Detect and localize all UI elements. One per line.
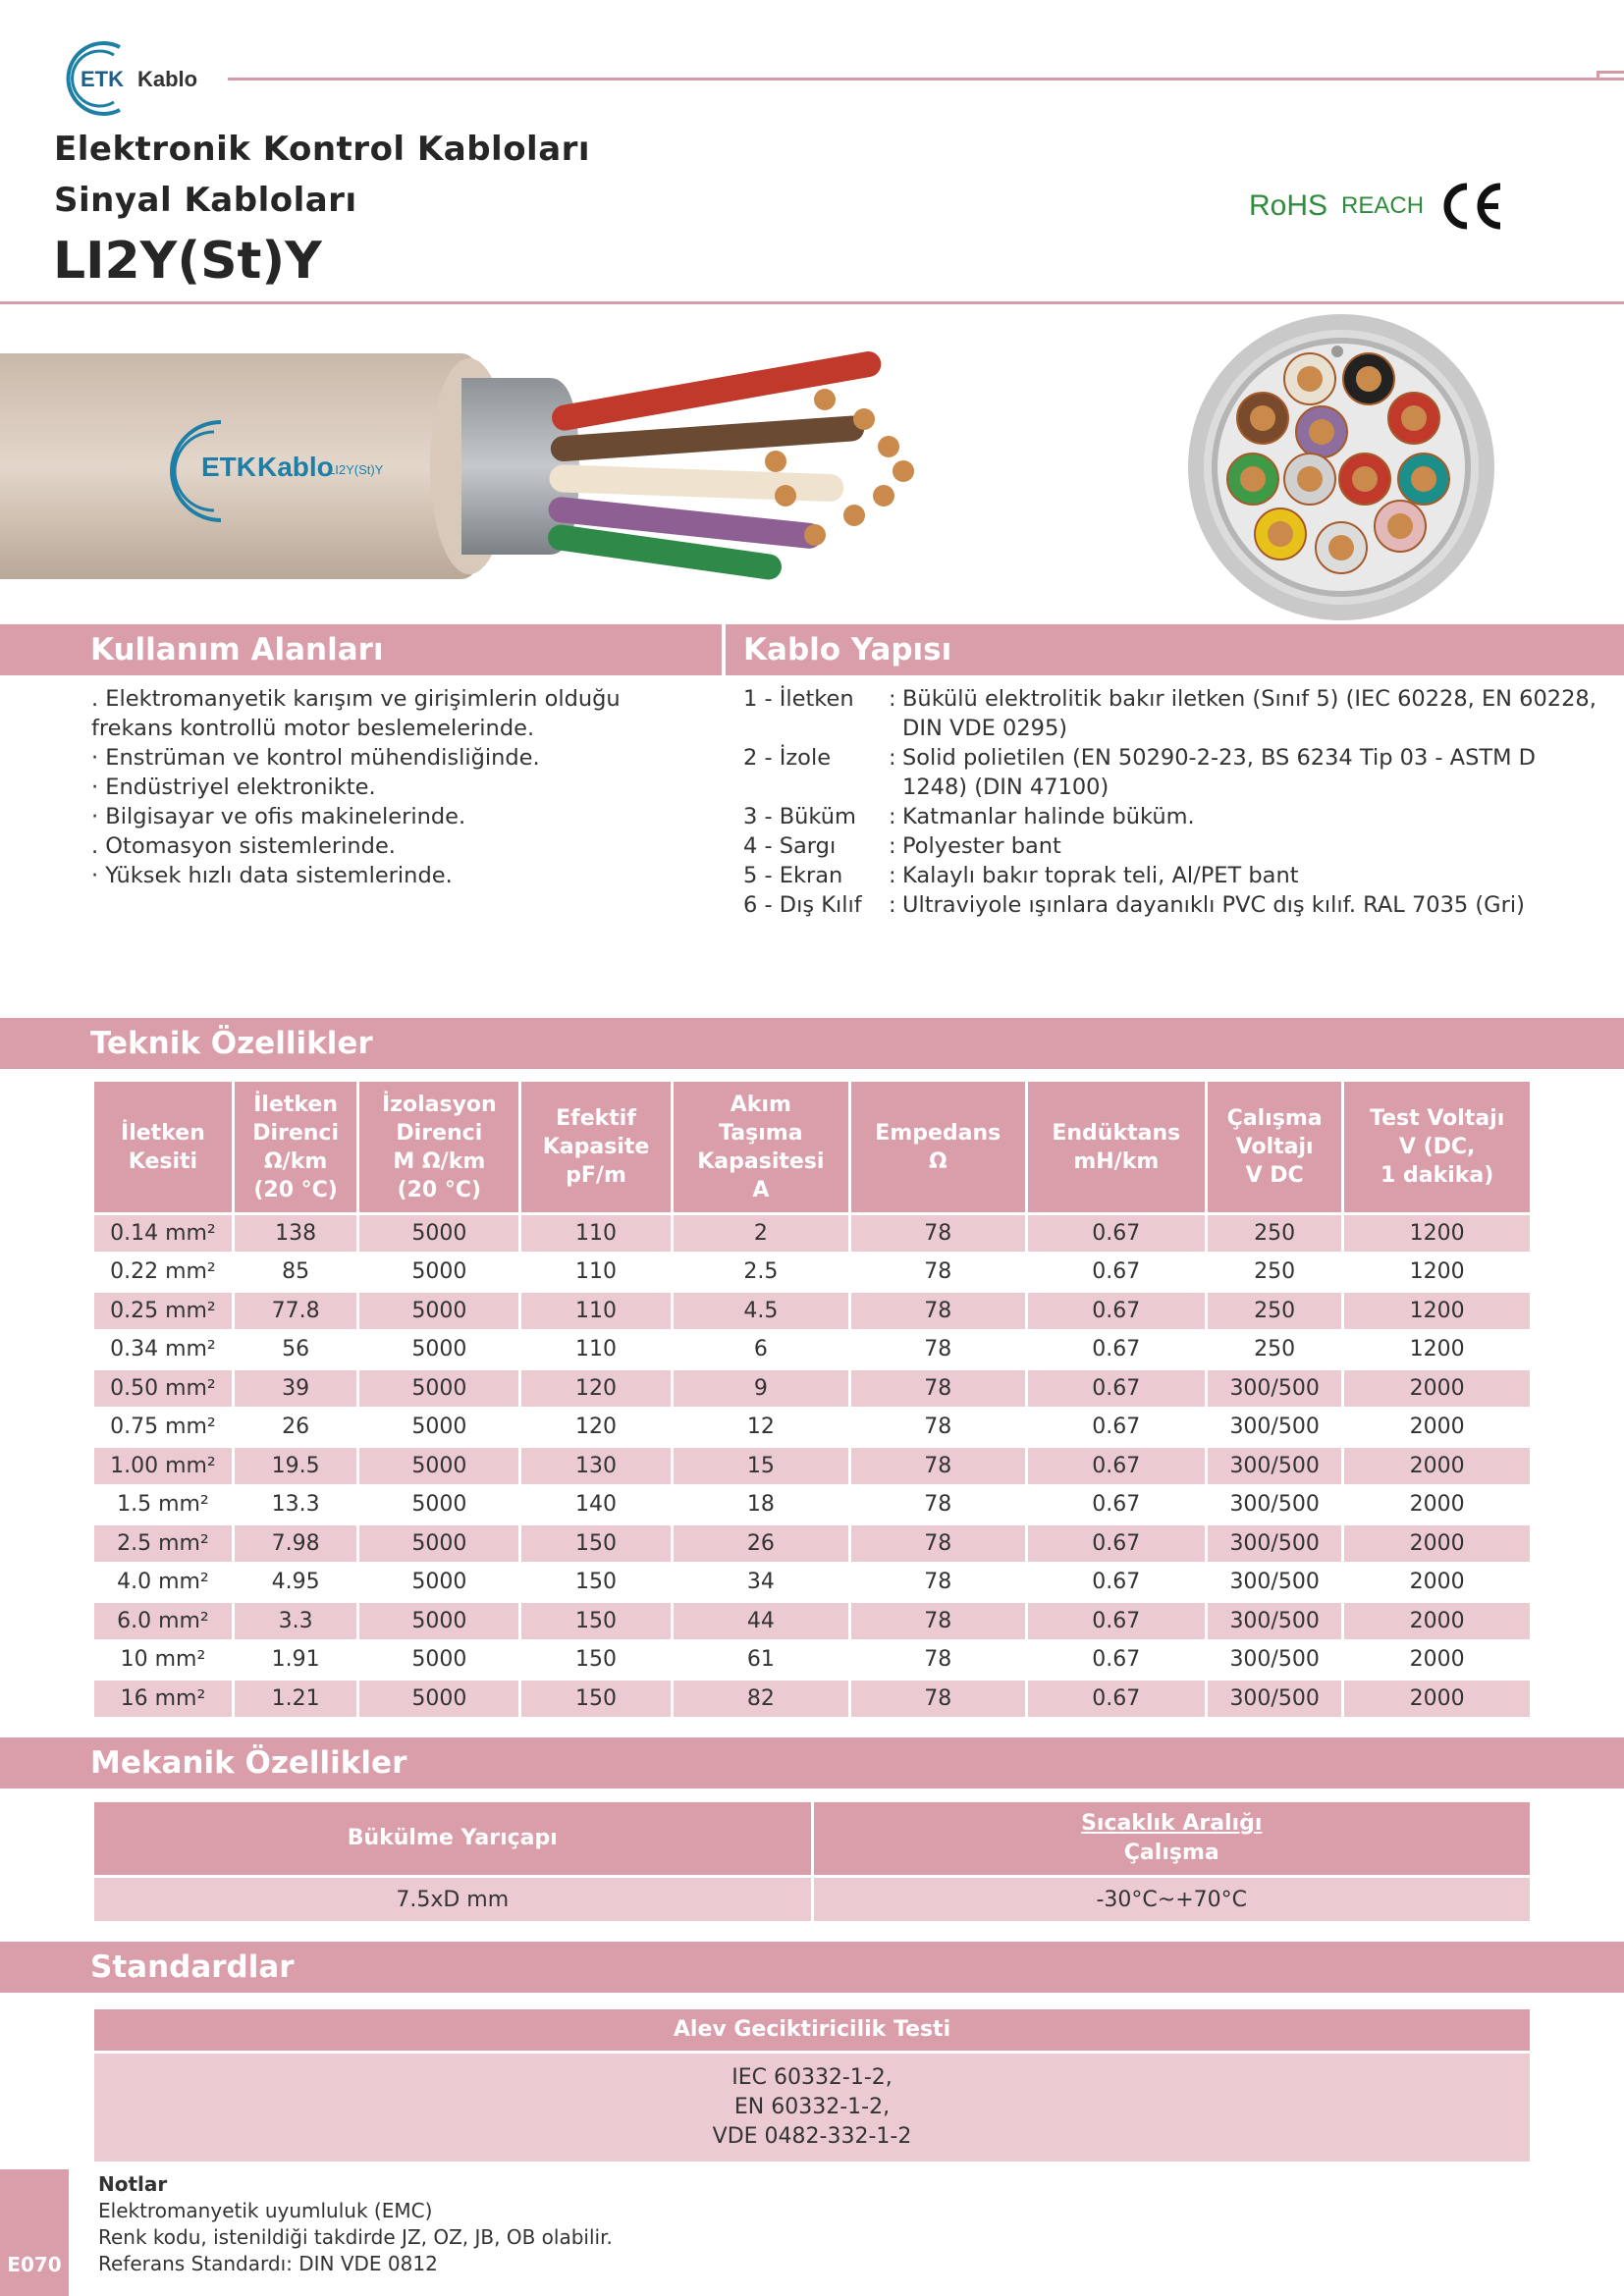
table-cell: 5000 (359, 1448, 518, 1484)
table-cell: 1.5 mm² (94, 1487, 232, 1523)
header-line: Endüktans (1052, 1120, 1181, 1146)
technical-column-header (1028, 1082, 1205, 1212)
table-cell: 130 (521, 1448, 670, 1484)
flame-retardant-header: Alev Geciktiricilik Testi (94, 2009, 1530, 2051)
table-row (94, 1487, 1530, 1523)
table-cell: 150 (521, 1565, 670, 1601)
header-line: İzolasyon (381, 1092, 497, 1117)
table-cell: 78 (851, 1448, 1025, 1484)
table-cell: 1.21 (235, 1681, 356, 1717)
table-cell: 7.98 (235, 1525, 356, 1562)
cable-cross-section-image (1186, 312, 1496, 622)
structure-key: 6 - Dış Kılıf (743, 892, 862, 918)
table-cell: 0.67 (1028, 1215, 1205, 1252)
mechanical-table (91, 1799, 1533, 1924)
table-row (94, 1215, 1530, 1252)
table-cell: 250 (1208, 1215, 1341, 1252)
header-line: V DC (1245, 1163, 1304, 1188)
table-cell: 1.91 (235, 1642, 356, 1679)
header-line: İletken (121, 1120, 205, 1146)
table-cell: 78 (851, 1255, 1025, 1291)
structure-key: 4 - Sargı (743, 833, 837, 859)
mechanical-section-title: Mekanik Özellikler (90, 1745, 407, 1781)
table-cell: 2000 (1344, 1448, 1530, 1484)
table-cell: 5000 (359, 1565, 518, 1601)
table-cell: 4.5 (674, 1293, 848, 1329)
cable-print-kablo: Kablo (257, 452, 334, 482)
table-cell: 78 (851, 1215, 1025, 1252)
usage-item: · Enstrüman ve kontrol mühendisliğinde. (91, 745, 540, 771)
product-category: Elektronik Kontrol Kabloları (54, 130, 591, 169)
technical-column-header (1344, 1082, 1530, 1212)
bend-radius-value: 7.5xD mm (94, 1878, 811, 1921)
table-cell: 300/500 (1208, 1603, 1341, 1639)
table-cell: 110 (521, 1215, 670, 1252)
header-line: Efektif (556, 1106, 636, 1131)
table-cell: 300/500 (1208, 1410, 1341, 1446)
header-line: Direnci (396, 1120, 483, 1146)
table-cell: 0.67 (1028, 1255, 1205, 1291)
table-row (94, 1448, 1530, 1484)
table-cell: 0.75 mm² (94, 1410, 232, 1446)
technical-section-title: Teknik Özellikler (90, 1026, 373, 1061)
header-line: (20 °C) (397, 1177, 482, 1202)
standards-table (94, 2009, 1530, 2162)
temperature-range-title: Sıcaklık Aralığı (1081, 1811, 1263, 1836)
table-cell: 0.67 (1028, 1603, 1205, 1639)
technical-column-header (94, 1082, 232, 1212)
structure-row: 3 - Büküm : Katmanlar halinde büküm. (743, 804, 1195, 829)
structure-section-title: Kablo Yapısı (743, 632, 952, 667)
table-cell: 0.67 (1028, 1332, 1205, 1368)
table-cell: 140 (521, 1487, 670, 1523)
table-row (94, 1525, 1530, 1562)
header-line: Kesiti (128, 1148, 198, 1174)
table-cell: 78 (851, 1525, 1025, 1562)
table-cell: 300/500 (1208, 1681, 1341, 1717)
notes (98, 2171, 613, 2277)
structure-row: 4 - Sargı : Polyester bant (743, 833, 1061, 859)
technical-column-header (521, 1082, 670, 1212)
temperature-range-value: -30°C~+70°C (814, 1878, 1531, 1921)
technical-column-header (359, 1082, 518, 1212)
table-cell: 56 (235, 1332, 356, 1368)
usage-item: · Yüksek hızlı data sistemlerinde. (91, 863, 453, 888)
table-row (94, 1410, 1530, 1446)
header-line: Ω/km (263, 1148, 328, 1174)
cable-print-etk: ETK (201, 452, 256, 482)
table-cell: 16 mm² (94, 1681, 232, 1717)
table-cell: 5000 (359, 1332, 518, 1368)
usage-section-header (51, 624, 722, 675)
structure-section-header (726, 624, 1624, 675)
table-cell: 2000 (1344, 1603, 1530, 1639)
usage-item: . Otomasyon sistemlerinde. (91, 833, 396, 859)
header-line: Direnci (252, 1120, 340, 1146)
table-cell: 2000 (1344, 1681, 1530, 1717)
cable-print-code: LI2Y(St)Y (328, 462, 384, 477)
standard-line: VDE 0482-332-1-2 (712, 2124, 912, 2149)
usage-section-title: Kullanım Alanları (90, 632, 384, 667)
table-cell: 2000 (1344, 1565, 1530, 1601)
header-line: Empedans (875, 1120, 1001, 1146)
table-cell: 78 (851, 1487, 1025, 1523)
header-line: İletken (253, 1092, 338, 1117)
table-cell: 2000 (1344, 1370, 1530, 1407)
technical-column-header (235, 1082, 356, 1212)
table-cell: 19.5 (235, 1448, 356, 1484)
header-divider (228, 78, 1624, 80)
table-cell: 110 (521, 1332, 670, 1368)
structure-row: 5 - Ekran : Kalaylı bakır toprak teli, Al/PET bant (743, 863, 1299, 888)
table-cell: 78 (851, 1565, 1025, 1601)
structure-row: 2 - İzole : Solid polietilen (EN 50290-2-23, BS 6234 Tip 03 - ASTM D 1248) (DIN 47100) (743, 743, 1607, 802)
structure-value: Ultraviyole ışınlara dayanıklı PVC dış kılıf. RAL 7035 (Gri) (902, 892, 1525, 918)
table-cell: 78 (851, 1603, 1025, 1639)
table-cell: 82 (674, 1681, 848, 1717)
header-line: Test Voltajı (1370, 1106, 1505, 1131)
page-number: E070 (7, 2253, 62, 2276)
table-cell: 250 (1208, 1332, 1341, 1368)
usage-item: · Endüstriyel elektronikte. (91, 774, 376, 800)
table-cell: 0.67 (1028, 1487, 1205, 1523)
table-cell: 77.8 (235, 1293, 356, 1329)
table-cell: 300/500 (1208, 1448, 1341, 1484)
table-cell: 0.67 (1028, 1410, 1205, 1446)
temperature-range-subtitle: Çalışma (1123, 1841, 1219, 1865)
table-cell: 26 (674, 1525, 848, 1562)
table-row (94, 1642, 1530, 1679)
table-row (94, 1370, 1530, 1407)
table-cell: 1.00 mm² (94, 1448, 232, 1484)
table-cell: 3.3 (235, 1603, 356, 1639)
product-code: LI2Y(St)Y (53, 232, 322, 291)
table-cell: 150 (521, 1681, 670, 1717)
header-divider-tick (1597, 71, 1624, 80)
table-cell: 4.95 (235, 1565, 356, 1601)
table-cell: 300/500 (1208, 1370, 1341, 1407)
ce-mark-icon (1437, 181, 1506, 232)
structure-value: Bükülü elektrolitik bakır iletken (Sınıf 5) (IEC 60228, EN 60228, DIN VDE 0295) (902, 686, 1597, 741)
header-line: Kapasite (542, 1135, 650, 1159)
header-line: Çalışma (1226, 1106, 1323, 1131)
structure-row: 6 - Dış Kılıf : Ultraviyole ışınlara dayanıklı PVC dış kılıf. RAL 7035 (Gri) (743, 892, 1525, 918)
page-tab (0, 2169, 69, 2296)
bend-radius-header: Bükülme Yarıçapı (94, 1802, 811, 1875)
temperature-range-header (814, 1802, 1531, 1875)
table-cell: 78 (851, 1293, 1025, 1329)
table-cell: 18 (674, 1487, 848, 1523)
table-cell: 120 (521, 1410, 670, 1446)
table-cell: 4.0 mm² (94, 1565, 232, 1601)
table-row (94, 1332, 1530, 1368)
table-cell: 5000 (359, 1293, 518, 1329)
rohs-mark: RoHS (1249, 189, 1328, 222)
table-cell: 150 (521, 1525, 670, 1562)
table-cell: 300/500 (1208, 1487, 1341, 1523)
table-cell: 6.0 mm² (94, 1603, 232, 1639)
table-cell: 250 (1208, 1293, 1341, 1329)
table-cell: 1200 (1344, 1255, 1530, 1291)
header-line: mH/km (1073, 1148, 1160, 1174)
usage-item: · Bilgisayar ve ofis makinelerinde. (91, 804, 466, 829)
table-cell: 150 (521, 1603, 670, 1639)
table-cell: 300/500 (1208, 1525, 1341, 1562)
technical-column-header (674, 1082, 848, 1212)
flame-retardant-standards (94, 2054, 1530, 2162)
table-cell: 78 (851, 1370, 1025, 1407)
table-cell: 2.5 mm² (94, 1525, 232, 1562)
structure-key: 1 - İletken (743, 686, 854, 712)
table-cell: 34 (674, 1565, 848, 1601)
technical-section-header (0, 1018, 1624, 1069)
logo-text-kablo: Kablo (137, 67, 198, 91)
table-cell: 85 (235, 1255, 356, 1291)
table-cell: 61 (674, 1642, 848, 1679)
table-cell: 5000 (359, 1603, 518, 1639)
table-cell: 0.67 (1028, 1448, 1205, 1484)
header-line: Akım (730, 1092, 791, 1117)
notes-title: Notlar (98, 2172, 168, 2196)
table-cell: 5000 (359, 1525, 518, 1562)
table-cell: 5000 (359, 1215, 518, 1252)
table-cell: 150 (521, 1642, 670, 1679)
standards-section-header (0, 1942, 1624, 1993)
structure-list (743, 684, 1607, 920)
brand-logo (51, 37, 224, 120)
table-cell: 78 (851, 1332, 1025, 1368)
table-cell: 2000 (1344, 1410, 1530, 1446)
standard-line: IEC 60332-1-2, (731, 2065, 893, 2090)
technical-table (91, 1079, 1533, 1720)
table-cell: 120 (521, 1370, 670, 1407)
certification-marks (1249, 177, 1506, 236)
table-cell: 39 (235, 1370, 356, 1407)
table-cell: 5000 (359, 1681, 518, 1717)
product-subcategory: Sinyal Kabloları (54, 181, 357, 220)
table-cell: 10 mm² (94, 1642, 232, 1679)
table-cell: 44 (674, 1603, 848, 1639)
header-line: Ω (928, 1148, 947, 1174)
usage-list (91, 684, 690, 890)
table-cell: 0.67 (1028, 1642, 1205, 1679)
cable-product-image (0, 348, 943, 584)
table-row (94, 1681, 1530, 1717)
header-line: M Ω/km (393, 1148, 486, 1174)
table-cell: 13.3 (235, 1487, 356, 1523)
note-line: Elektromanyetik uyumluluk (EMC) (98, 2199, 433, 2222)
table-cell: 26 (235, 1410, 356, 1446)
header-line: Taşıma (719, 1120, 803, 1146)
note-line: Renk kodu, istenildiği takdirde JZ, OZ, JB, OB olabilir. (98, 2225, 613, 2249)
structure-key: 2 - İzole (743, 745, 832, 771)
table-cell: 110 (521, 1293, 670, 1329)
table-cell: 78 (851, 1642, 1025, 1679)
table-cell: 0.14 mm² (94, 1215, 232, 1252)
table-cell: 1200 (1344, 1332, 1530, 1368)
table-cell: 0.34 mm² (94, 1332, 232, 1368)
table-cell: 5000 (359, 1255, 518, 1291)
table-cell: 0.67 (1028, 1681, 1205, 1717)
header-line: (20 °C) (253, 1177, 338, 1202)
section-bar-cap (0, 624, 51, 675)
structure-value: Kalaylı bakır toprak teli, Al/PET bant (902, 863, 1299, 888)
table-cell: 5000 (359, 1642, 518, 1679)
table-cell: 0.67 (1028, 1565, 1205, 1601)
table-cell: 2.5 (674, 1255, 848, 1291)
reach-mark: REACH (1341, 192, 1425, 219)
structure-key: 5 - Ekran (743, 863, 843, 888)
table-cell: 0.67 (1028, 1370, 1205, 1407)
table-cell: 0.22 mm² (94, 1255, 232, 1291)
table-cell: 2000 (1344, 1525, 1530, 1562)
table-cell: 2000 (1344, 1487, 1530, 1523)
table-cell: 1200 (1344, 1215, 1530, 1252)
table-cell: 0.50 mm² (94, 1370, 232, 1407)
header-line: 1 dakika) (1380, 1163, 1494, 1188)
header-line: V (DC, (1398, 1135, 1476, 1159)
technical-table-header-row (94, 1082, 1530, 1212)
structure-value: Polyester bant (902, 833, 1061, 859)
header-line: pF/m (566, 1163, 626, 1188)
table-cell: 300/500 (1208, 1642, 1341, 1679)
table-cell: 5000 (359, 1370, 518, 1407)
mechanical-section-header (0, 1737, 1624, 1789)
usage-item: . Elektromanyetik karışım ve girişimlerin olduğu frekans kontrollü motor beslemelerinde. (91, 686, 621, 741)
table-cell: 78 (851, 1410, 1025, 1446)
table-row (94, 1565, 1530, 1601)
header-line: A (752, 1177, 770, 1202)
structure-value: Katmanlar halinde büküm. (902, 804, 1195, 829)
table-cell: 0.67 (1028, 1293, 1205, 1329)
table-cell: 1200 (1344, 1293, 1530, 1329)
table-row (94, 1293, 1530, 1329)
standards-section-title: Standardlar (90, 1949, 295, 1985)
structure-row: 1 - İletken : Bükülü elektrolitik bakır iletken (Sınıf 5) (IEC 60228, EN 60228, DIN VDE 0295) (743, 684, 1607, 743)
table-cell: 9 (674, 1370, 848, 1407)
table-cell: 138 (235, 1215, 356, 1252)
table-cell: 15 (674, 1448, 848, 1484)
table-cell: 78 (851, 1681, 1025, 1717)
table-cell: 2 (674, 1215, 848, 1252)
standard-line: EN 60332-1-2, (733, 2095, 891, 2119)
header-line: Kapasitesi (697, 1148, 825, 1174)
logo-text-etk: ETK (81, 67, 124, 91)
table-cell: 5000 (359, 1487, 518, 1523)
table-cell: 5000 (359, 1410, 518, 1446)
structure-key: 3 - Büküm (743, 804, 856, 829)
table-row (94, 1255, 1530, 1291)
technical-column-header (1208, 1082, 1341, 1212)
table-row (94, 1603, 1530, 1639)
title-divider (0, 301, 1624, 304)
table-cell: 6 (674, 1332, 848, 1368)
table-cell: 12 (674, 1410, 848, 1446)
table-cell: 300/500 (1208, 1565, 1341, 1601)
header-line: Voltajı (1235, 1135, 1314, 1159)
table-cell: 110 (521, 1255, 670, 1291)
table-cell: 0.25 mm² (94, 1293, 232, 1329)
structure-value: Solid polietilen (EN 50290-2-23, BS 6234 Tip 03 - ASTM D 1248) (DIN 47100) (902, 745, 1536, 800)
note-line: Referans Standardı: DIN VDE 0812 (98, 2252, 438, 2275)
table-cell: 250 (1208, 1255, 1341, 1291)
table-cell: 0.67 (1028, 1525, 1205, 1562)
table-cell: 2000 (1344, 1642, 1530, 1679)
technical-column-header (851, 1082, 1025, 1212)
